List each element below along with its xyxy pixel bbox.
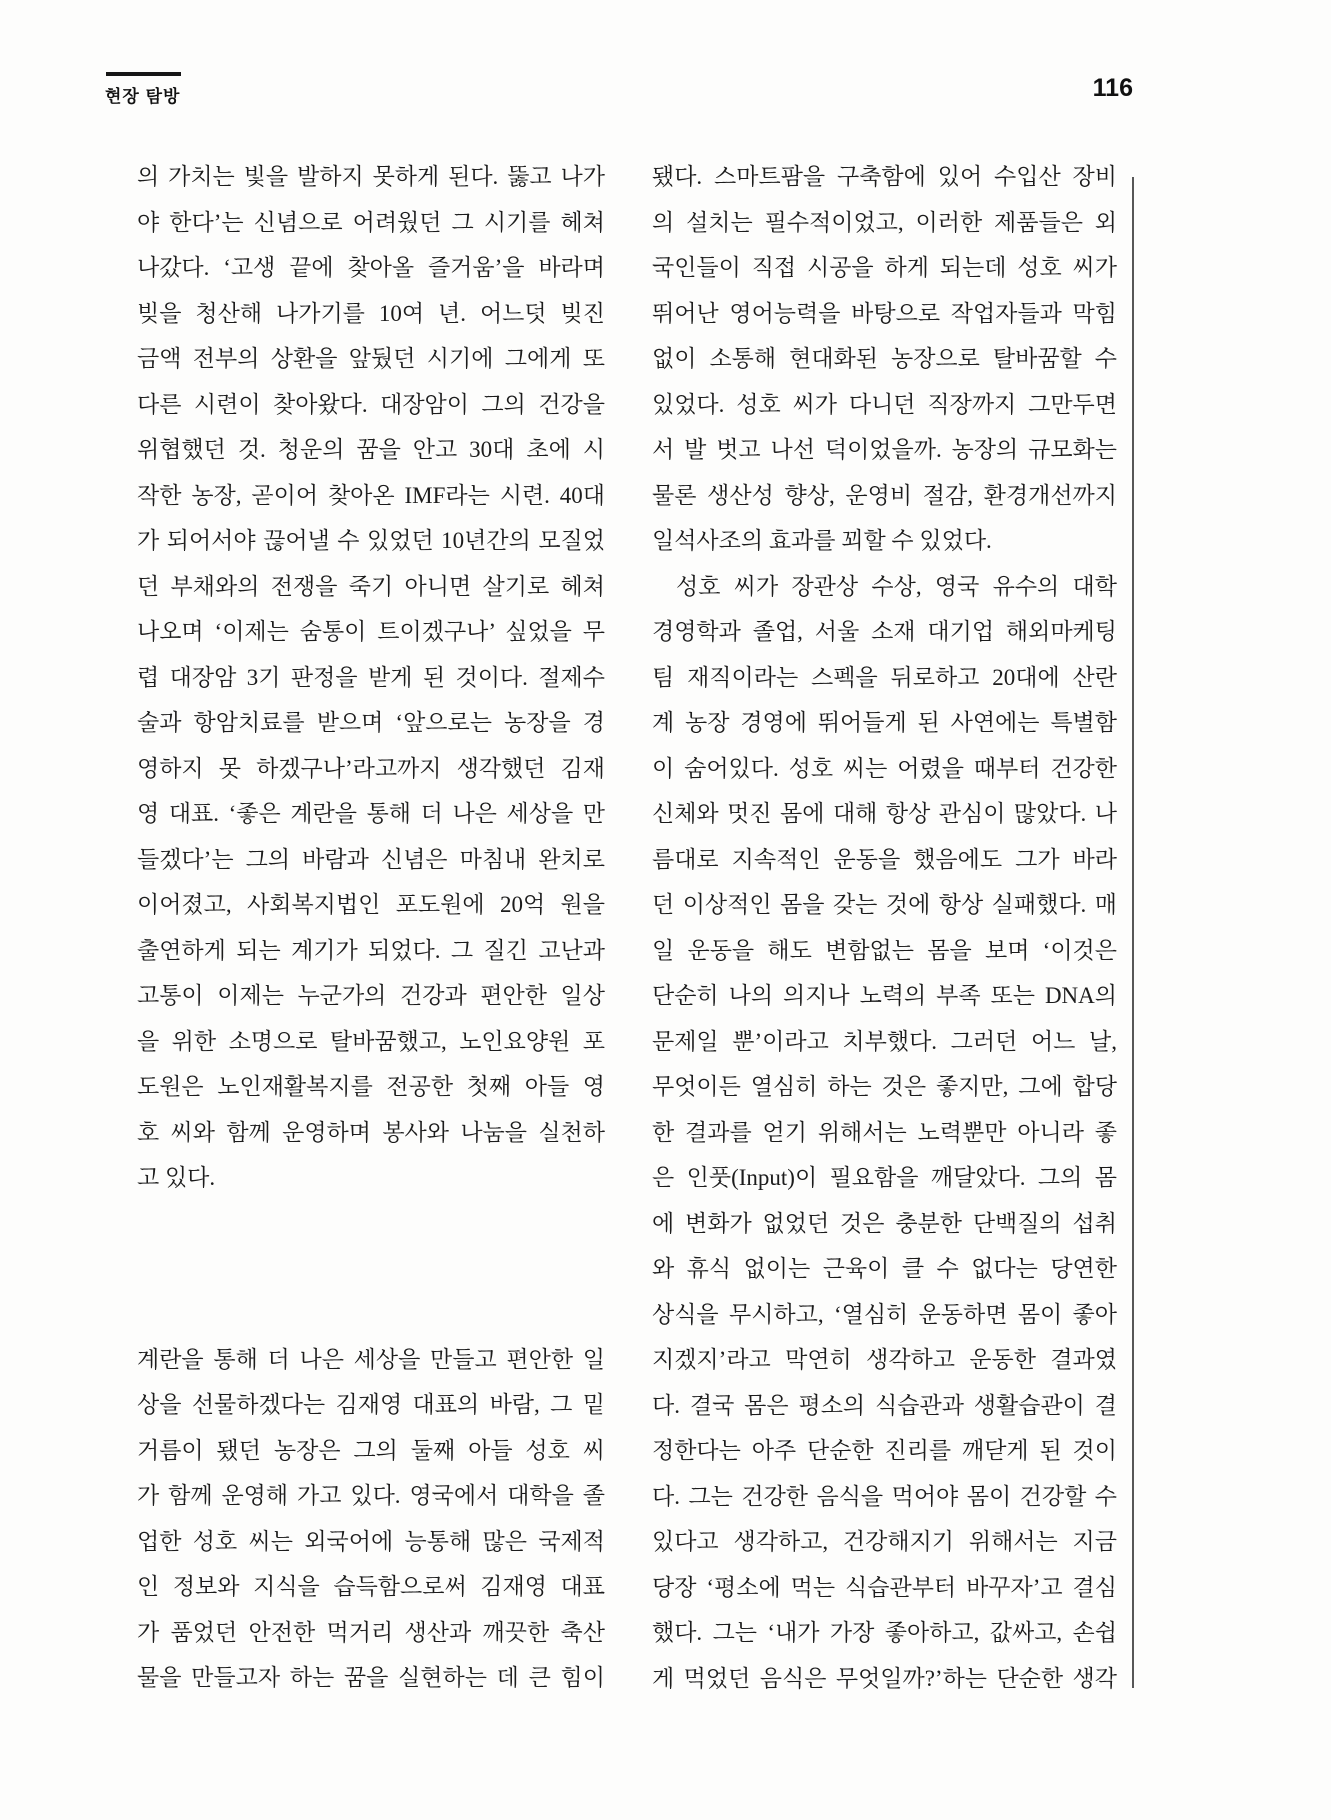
text-line: 인 정보와 지식을 습득함으로써 김재영 대표 — [137, 1574, 605, 1599]
column-divider-rule — [1132, 177, 1134, 1688]
text-line: 을 위한 소명으로 탈바꿈했고, 노인요양원 포 — [137, 1028, 605, 1054]
text-line: 일 운동을 해도 변함없는 몸을 보며 ‘이것은 — [652, 937, 1117, 963]
section-kicker-rule — [106, 72, 181, 76]
text-line: 던 부채와의 전쟁을 죽기 아니면 살기로 헤쳐 — [137, 573, 605, 599]
text-line: 정한다는 아주 단순한 진리를 깨닫게 된 것이 — [652, 1438, 1117, 1463]
text-line: 됐다. 스마트팜을 구축함에 있어 수입산 장비 — [652, 164, 1117, 189]
text-line: 했다. 그는 ‘내가 가장 좋아하고, 값싸고, 손쉽 — [652, 1620, 1117, 1645]
text-line: 영하지 못 하겠구나’라고까지 생각했던 김재 — [137, 755, 605, 781]
text-line: 팀 재직이라는 스펙을 뒤로하고 20대에 산란 — [652, 664, 1117, 690]
text-line: 성호 씨가 장관상 수상, 영국 유수의 대학 — [676, 573, 1117, 599]
text-line: 단순히 나의 의지나 노력의 부족 또는 DNA의 — [652, 983, 1117, 1008]
text-line: 렵 대장암 3기 판정을 받게 된 것이다. 절제수 — [137, 664, 605, 690]
paragraph — [652, 154, 1117, 564]
text-line: 작한 농장, 곧이어 찾아온 IMF라는 시련. 40대 — [137, 482, 605, 508]
text-line: 가 품었던 안전한 먹거리 생산과 깨끗한 축산 — [137, 1619, 605, 1645]
text-line: 일석사조의 효과를 꾀할 수 있었다. — [652, 528, 992, 553]
text-line: 거름이 됐던 농장은 그의 둘째 아들 성호 씨 — [137, 1437, 605, 1463]
paragraph — [652, 564, 1117, 1702]
text-line: 문제일 뿐’이라고 치부했다. 그러던 어느 날, — [652, 1028, 1117, 1054]
text-line: 름대로 지속적인 운동을 했음에도 그가 바라 — [652, 846, 1117, 872]
text-line: 가 되어서야 끊어낼 수 있었던 10년간의 모질었 — [137, 528, 605, 553]
text-line: 와 휴식 없이는 근육이 클 수 없다는 당연한 — [652, 1256, 1117, 1281]
text-line: 이 숨어있다. 성호 씨는 어렸을 때부터 건강한 — [652, 755, 1117, 781]
text-line: 한 결과를 얻기 위해서는 노력뿐만 아니라 좋 — [652, 1119, 1117, 1145]
text-line: 의 가치는 빛을 발하지 못하게 된다. 뚫고 나가 — [137, 164, 605, 189]
right-column — [652, 154, 1117, 1701]
text-line: 고 있다. — [137, 1165, 216, 1190]
text-line: 지겠지’라고 막연히 생각하고 운동한 결과였 — [652, 1347, 1117, 1372]
section-kicker: 현장 탐방 — [105, 87, 181, 106]
text-line: 고통이 이제는 누군가의 건강과 편안한 일상 — [137, 983, 605, 1008]
text-line: 당장 ‘평소에 먹는 식습관부터 바꾸자’고 결심 — [652, 1574, 1117, 1600]
text-line: 위협했던 것. 청운의 꿈을 안고 30대 초에 시 — [137, 437, 605, 462]
text-line: 빚을 청산해 나가기를 10여 년. 어느덧 빚진 — [137, 300, 605, 326]
text-line: 무엇이든 열심히 하는 것은 좋지만, 그에 합당 — [652, 1074, 1117, 1099]
text-line: 뛰어난 영어능력을 바탕으로 작업자들과 막힘 — [652, 300, 1117, 326]
text-line: 들겠다’는 그의 바람과 신념은 마침내 완치로 — [137, 846, 605, 872]
text-line: 다른 시련이 찾아왔다. 대장암이 그의 건강을 — [137, 391, 605, 417]
paragraph — [137, 1337, 605, 1701]
text-line: 경영학과 졸업, 서울 소재 대기업 해외마케팅 — [652, 619, 1117, 644]
text-line: 국인들이 직접 시공을 하게 되는데 성호 씨가 — [652, 255, 1117, 280]
text-line: 이어졌고, 사회복지법인 포도원에 20억 원을 — [137, 892, 605, 917]
text-line: 의 설치는 필수적이었고, 이러한 제품들은 외 — [652, 209, 1117, 235]
text-line: 있었다. 성호 씨가 다니던 직장까지 그만두면 — [652, 391, 1117, 417]
text-line: 있다고 생각하고, 건강해지기 위해서는 지금 — [652, 1529, 1117, 1554]
text-line: 계 농장 경영에 뛰어들게 된 사연에는 특별함 — [652, 710, 1117, 735]
text-line: 야 한다’는 신념으로 어려웠던 그 시기를 헤쳐 — [137, 209, 605, 235]
text-line: 출연하게 되는 계기가 되었다. 그 질긴 고난과 — [137, 937, 605, 963]
text-line: 은 인풋(Input)이 필요함을 깨달았다. 그의 몸 — [652, 1165, 1117, 1190]
text-line: 에 변화가 없었던 것은 충분한 단백질의 섭취 — [652, 1210, 1117, 1236]
text-line: 상을 선물하겠다는 김재영 대표의 바람, 그 밑 — [137, 1392, 605, 1417]
text-line: 다. 결국 몸은 평소의 식습관과 생활습관이 결 — [652, 1392, 1117, 1418]
text-line: 던 이상적인 몸을 갖는 것에 항상 실패했다. 매 — [652, 892, 1117, 917]
page-number: 116 — [1092, 74, 1133, 102]
text-line: 나갔다. ‘고생 끝에 찾아올 즐거움’을 바라며 — [137, 255, 605, 280]
text-line: 다. 그는 건강한 음식을 먹어야 몸이 건강할 수 — [652, 1483, 1117, 1509]
text-line: 술과 항암치료를 받으며 ‘앞으로는 농장을 경 — [137, 710, 605, 735]
text-line: 업한 성호 씨는 외국어에 능통해 많은 국제적 — [137, 1528, 605, 1554]
text-line: 나오며 ‘이제는 숨통이 트이겠구나’ 싶었을 무 — [137, 619, 605, 644]
text-line: 도원은 노인재활복지를 전공한 첫째 아들 영 — [137, 1074, 605, 1099]
left-column — [137, 154, 605, 1701]
text-line: 신체와 멋진 몸에 대해 항상 관심이 많았다. 나 — [652, 801, 1117, 826]
text-line: 금액 전부의 상환을 앞뒀던 시기에 그에게 또 — [137, 346, 605, 371]
text-line: 영 대표. ‘좋은 계란을 통해 더 나은 세상을 만 — [137, 801, 605, 826]
text-line: 서 발 벗고 나선 덕이었을까. 농장의 규모화는 — [652, 437, 1117, 462]
text-line: 없이 소통해 현대화된 농장으로 탈바꿈할 수 — [652, 346, 1117, 371]
text-line: 물론 생산성 향상, 운영비 절감, 환경개선까지 — [652, 482, 1117, 508]
text-line: 가 함께 운영해 가고 있다. 영국에서 대학을 졸 — [137, 1483, 605, 1508]
paragraph — [137, 154, 605, 1201]
text-line: 호 씨와 함께 운영하며 봉사와 나눔을 실천하 — [137, 1119, 605, 1145]
text-line: 상식을 무시하고, ‘열심히 운동하면 몸이 좋아 — [652, 1301, 1117, 1327]
text-line: 계란을 통해 더 나은 세상을 만들고 편안한 일 — [137, 1346, 605, 1372]
text-line: 물을 만들고자 하는 꿈을 실현하는 데 큰 힘이 — [137, 1665, 605, 1690]
text-line: 게 먹었던 음식은 무엇일까?’하는 단순한 생각 — [652, 1665, 1117, 1691]
